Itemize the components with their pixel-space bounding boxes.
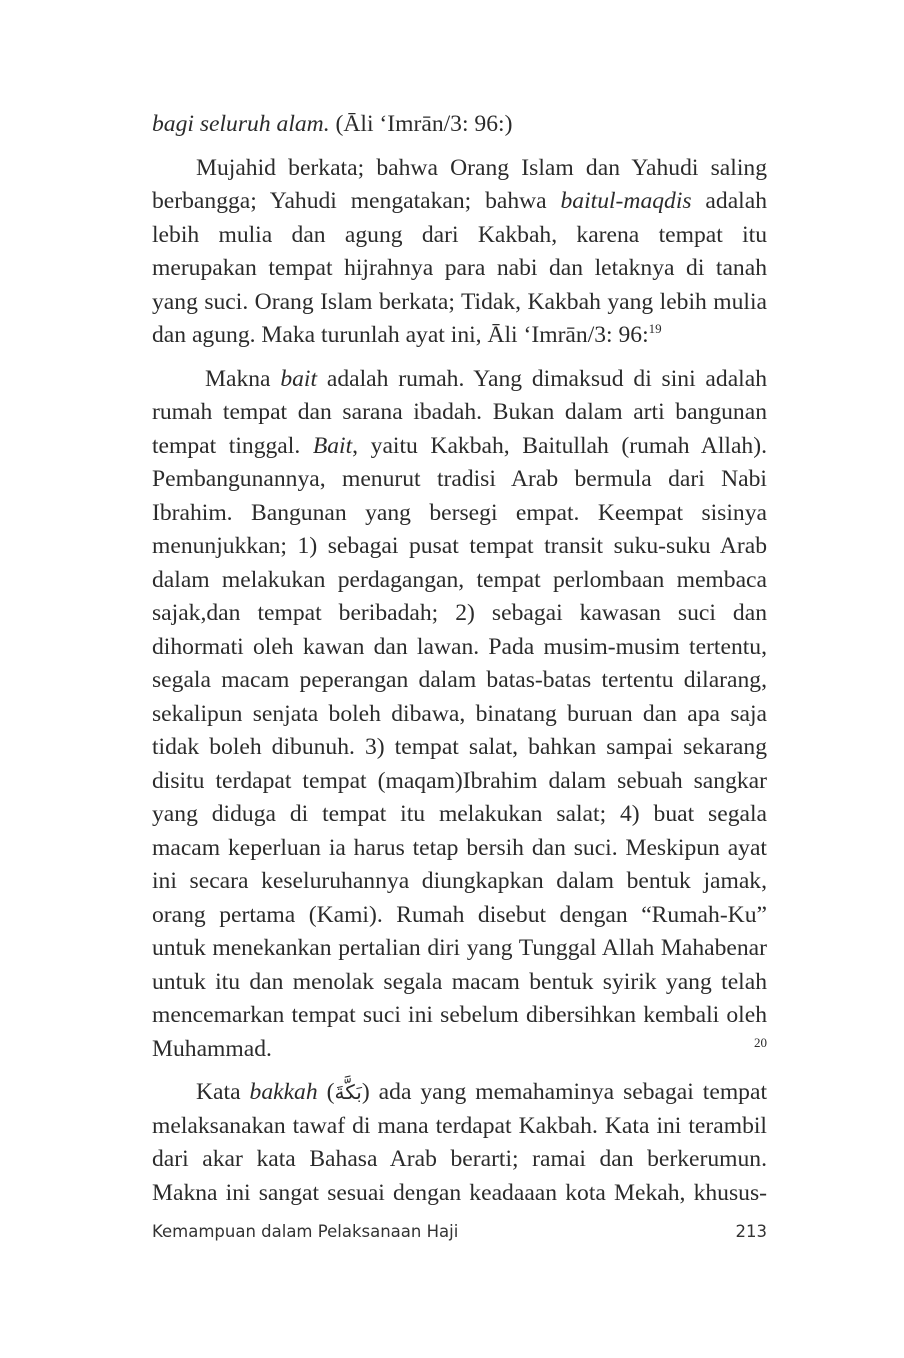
italic-term: bakkah [249,1079,318,1105]
italic-term: bait [280,365,318,392]
arabic-word: بَكَّةَ [334,1080,362,1104]
paragraph-mujahid: Mujahid berkata; bahwa Orang Islam dan Yahudi saling berbangga; Yahudi mengatakan; bahwa baitul-maqdis adalah lebih mulia dan agung dari Kakbah, karena tempat itu merupakan tempat hijrahnya para nabi dan letaknya di tanah yang suci. Orang Islam berkata; Tidak, Kakbah yang lebih mulia dan agung. Maka turunlah ayat ini, Āli ‘Imrān/3: 96:$^{19}$ [152,154,767,348]
italic-term: baitul-maqdis [560,188,692,214]
page-footer [152,1222,767,1241]
page-number: 213 [735,1222,767,1241]
paragraph-verse-end: bagi seluruh alam. (Āli ‘Imrān/3: 96:) [152,111,513,137]
running-title: Kemampuan dalam Pelaksanaan Haji [152,1222,459,1241]
paragraph-makna-bait: Makna bait adalah rumah. Yang dimaksud di sini adalah rumah tempat dan sarana ibadah. Bukan dalam arti bangunan tempat tinggal. Bait, yaitu Kakbah, Baitullah (rumah Allah). Pembangunannya, menurut tradisi Arab bermula dari Nabi Ibrahim. Bangunan yang bersegi empat. Keempat sisinya menunjukkan; 1) sebagai pusat tempat transit suku-suku Arab dalam melakukan perdagangan, tempat perlombaan membaca sajak,dan tempat beribadah; 2) sebagai kawasan suci dan dihormati oleh kawan dan lawan. Pada musim-musim tertentu, segala macam peperangan dalam batas-batas tertentu dilarang, sekalipun senjata boleh dibawa, binatang buruan dan apa saja tidak boleh dibunuh. 3) tempat salat, bahkan sampai sekarang disitu terdapat tempat (maqam)Ibrahim dalam sebuah sangkar yang diduga di tempat itu melakukan salat; 4) buat segala macam keperluan ia harus tetap bersih dan suci. Meskipun ayat ini secara keseluruhannya diungkapkan dalam bentuk jamak, orang pertama (Kami). Rumah disebut dengan “Rumah-Ku” untuk menekankan pertalian diri yang Tunggal Allah Mahabenar untuk itu dan menolak segala macam bentuk syirik yang telah mencemarkan tempat suci ini sebelum dibersihkan kembali oleh Muhammad. $^{20}$ [152,365,767,1062]
italic-phrase: bagi seluruh alam. [152,111,330,137]
paragraph-bakkah: Kata bakkah (بَكَّةَ) ada yang memahaminya sebagai tempat melaksanakan tawaf di mana terdapat Kakbah. Kata ini terambil dari akar kata Bahasa Arab berarti; ramai dan berkerumun. Makna ini sangat sesuai dengan keadaaan kota Mekah, khusus- [152,1079,768,1206]
footnote-ref: 20 [754,1034,767,1050]
italic-term: Bait [312,432,353,459]
body-text [152,108,767,1220]
footnote-ref: 19 [648,321,662,337]
